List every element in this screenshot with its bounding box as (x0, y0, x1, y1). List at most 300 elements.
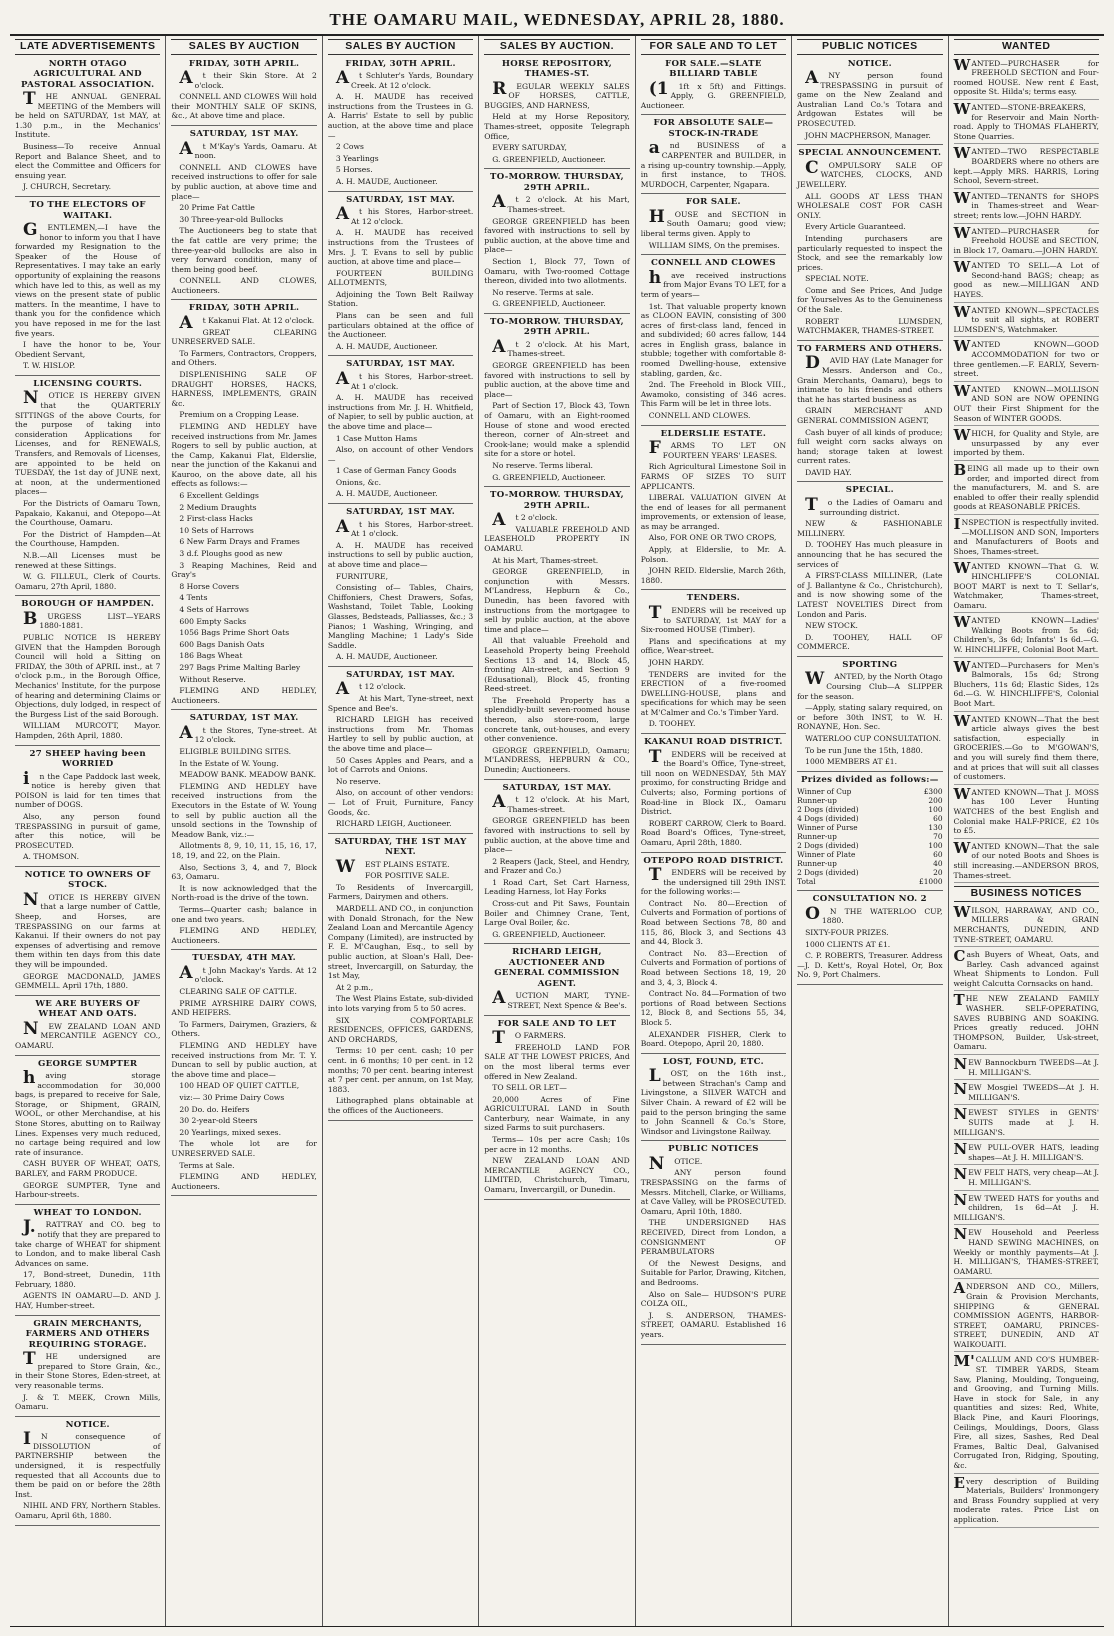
advertisement-text: Lithographed plans obtainable at the offices of the Auctioneers. (327, 1096, 474, 1115)
advertisement-text: Apply, at Elderslie, to Mr. A. Polson. (640, 545, 787, 564)
advertisement-text: GEORGE GREENFIELD has been favored with instructions to sell by public auction, at the above time and place— (484, 216, 630, 255)
divider (15, 196, 160, 197)
advertisement-title: WHEAT TO LONDON. (33, 1207, 142, 1218)
prize-label: Winner of Plate (797, 850, 856, 860)
advertisement-text: having storage accommodation for 30,000 bags, is prepared to receive for Sale, Storage, or Shipment, GRAIN, WOOL, or other Merchandise, at his Stone Stores, abutting on to Railway Lines. Expenses very much reduced, no cartage being required and low rate of insurance. (15, 1068, 161, 1157)
advertisement-text: 20 Prime Fat Cattle (179, 203, 255, 213)
advertisement-text: THE undersigned are prepared to Store Grain, &c., in their Stone Stores, Eden-street, at very reasonable terms. (15, 1349, 161, 1390)
advertisement-body (327, 679, 474, 829)
advertisement-text: NEW STOCK. (805, 621, 858, 631)
divider (641, 114, 786, 115)
advertisement-text: At 2 o'clock. (492, 510, 558, 531)
advertisement-text: JOHN MACPHERSON, Manager. (805, 130, 931, 140)
advertisement-body (640, 1153, 787, 1340)
advertisement-text: 3 Reaping Machines, Reid and Gray's (171, 560, 317, 580)
divider (641, 1053, 786, 1054)
advertisement-text: —Apply, stating salary required, on or before 30th INST, to W. H. RONAYNE, Hon. Sec. (797, 703, 943, 732)
advertisement-text: EVERY SATURDAY, (492, 143, 567, 153)
advertisement-text: 186 Bags Wheat (179, 651, 243, 661)
column-7 (949, 36, 1104, 1626)
divider (797, 984, 942, 985)
advertisement-text: A. H. MAUDE has received instructions from the Trustees in G. A. Harris' Estate to sell by public auction, at the above time and place— (327, 92, 474, 140)
advertisement-text: 20,000 Acres of Fine AGRICULTURAL LAND in South Canterbury, near Waimate, in any sized Farms to suit purchasers. (484, 1094, 630, 1133)
divider (15, 1055, 160, 1056)
advertisement-body (327, 856, 474, 1116)
advertisement-title: SATURDAY, 1ST MAY. (346, 507, 455, 518)
prize-label: Total (797, 877, 816, 887)
advertisement-text: CONNELL AND CLOWES. (648, 411, 751, 421)
advertisement-text: The Freehold Property has a splendidly-built seven-roomed house thereon, also store-room, large concrete tank, out-houses, and every other convenience. (484, 695, 630, 744)
column-6 (792, 36, 948, 1626)
advertisement-text: A. H. MAUDE, Auctioneer. (335, 341, 438, 351)
advertisement-title: Prizes divided as follows:— (801, 774, 939, 785)
advertisement-text: Also, Sections 3, 4, and 7, Block 63, Oamaru. (171, 862, 317, 882)
advertisement-text: NOTICE IS HEREBY GIVEN that a large number of Cattle, Sheep, and Horses, are TRESPASSING on our farms at Kakanui. If their owners do not pay expenses of advertising and remove them within ten days from this date they will be impounded. (15, 889, 161, 970)
advertisement-title: TO FARMERS AND OTHERS. (797, 343, 943, 354)
advertisement-title: FOR SALE AND TO LET (497, 1018, 617, 1029)
business-notice: ANDERSON AND CO., Millers, Grain & Provision Merchants, SHIPPING & GENERAL COMMISSION AGENTS, HARBOR-STREET, OAMARU, PRINCES-STREET, DUNEDIN, AND AT WAIKOUAITI. (954, 1282, 1099, 1352)
advertisement-title: HORSE REPOSITORY, THAMES-ST. (501, 58, 613, 80)
advertisement-text: 30 2-year-old Steers (179, 1116, 258, 1126)
advertisement-text: NOTICE. (648, 1153, 703, 1174)
advertisement-text: NOTICE IS HEREBY GIVEN that the QUARTERLY SITTINGS of the above Courts, for the purpose of taking into consideration Applications for Licenses, and for RENEWALS, Transfers, and Removals of Licenses, are appointed to be held on TUESDAY, the 1st day of JUNE next, at noon, at the undermentioned places— (15, 388, 161, 497)
divider (15, 1416, 160, 1417)
advertisement-body (15, 388, 161, 591)
advertisement-title: ELDERSLIE ESTATE. (660, 428, 767, 439)
advertisement-text: RICHARD LEIGH, Auctioneer. (335, 819, 452, 829)
advertisement-text: MARDELL AND CO., in conjunction with Donald Stronach, for the New Zealand Loan and Mercantile Agency Company (Limited), are instructed by F. E. M'Caughan, Esq., to sell by public auction, at Sloan's Hall, Dee-street, Invercargill, on Saturday, the 1st May, (327, 904, 474, 981)
advertisement-text: I have the honor to be, Your Obedient Servant, (15, 340, 161, 359)
advertisement-text: DAVID HAY (Late Manager for Messrs. Anderson and Co., Grain Merchants, Oamaru), begs to intimate to his friends and others that he has started business as (797, 353, 943, 404)
advertisement-text: Plans and specifications at my office, Wear-street. (640, 636, 787, 656)
prize-amount: 40 (933, 859, 943, 869)
advertisement-text: CASH BUYER OF WHEAT, OATS, BARLEY, and FARM PRODUCE. (15, 1159, 161, 1179)
columns-container (10, 36, 1104, 1627)
divider (641, 1140, 786, 1141)
prize-label: Winner of Cup (797, 787, 852, 797)
advertisement (797, 59, 942, 141)
column-4 (479, 36, 635, 1626)
advertisement-text: GREAT CLEARING UNRESERVED SALE. (171, 327, 317, 347)
advertisement-text: At 2 p.m., (335, 982, 374, 992)
advertisement (484, 1019, 629, 1195)
advertisement-text: 17, Bond-street, Dunedin, 11th February, 1880. (15, 1270, 161, 1289)
business-notice: NEWEST STYLES in GENTS' SUITS made at J. H. MILLIGAN'S. (954, 1108, 1099, 1140)
advertisement (641, 856, 786, 1049)
advertisement-text: Contract No. 83—Erection of Culverts and Formation of portions of Road between Sections 18, 19, 20 and 3, 4, 3, Block 4. (640, 948, 787, 987)
advertisement-text: LOST, on the 16th inst., between Strachan's Camp and Livingstone, a SILVER WATCH and Silver Chain. A reward of £2 will be paid to the person bringing the same to John Scannell & Co.'s Store, Windsor and Livingstone Railway. (640, 1066, 787, 1136)
advertisement-body (640, 267, 787, 421)
advertisement-text: 2 Reapers (Jack, Steel, and Hendry, and Frazer and Co.) (484, 856, 630, 876)
wanted-advertisement: WANTED—STONE-BREAKERS, for Reservoir and Main North-road. Apply to THOMAS FLAHERTY, Stone Quarries. (954, 103, 1099, 144)
advertisement-text: At his Stores, Harbor-street. At 1 o'clock. (335, 516, 474, 539)
advertisement-body (15, 220, 161, 371)
advertisement-title: 27 SHEEP having been WORRIED (29, 748, 146, 770)
prize-row (797, 787, 942, 796)
advertisement-title: BOROUGH OF HAMPDEN. (21, 599, 155, 610)
advertisement-text: D. TOOHEY Has much pleasure in announcing that he has secured the services of (797, 540, 943, 569)
advertisement (484, 317, 629, 482)
advertisement (15, 999, 160, 1051)
masthead: THE OAMARU MAIL, WEDNESDAY, APRIL 28, 1880. (10, 4, 1104, 36)
advertisement-text: TO SELL OR LET— (492, 1083, 567, 1093)
prize-amount: 70 (933, 832, 943, 842)
advertisement-text: ALL GOODS AT LESS THAN WHOLESALE COST FOR CASH ONLY. (797, 191, 943, 220)
divider (797, 890, 942, 891)
advertisement-text: A. H. MAUDE has received instructions from the Trustees of Mrs. J. T. Evans to sell by public auction, at above time and place— (327, 228, 474, 267)
prize-amount: 60 (933, 850, 943, 860)
advertisement-text: WILLIAM SIMS, On the premises. (648, 240, 780, 250)
column-heading: FOR SALE AND TO LET (641, 39, 786, 55)
advertisement-text: FLEMING AND HEDLEY, Auctioneers. (171, 686, 317, 705)
prize-amount: 60 (933, 814, 943, 824)
advertisement-text: GENTLEMEN,—I have the honor to inform you that I have forwarded my Resignation to the Speaker of the House of Representatives. I may take an early opportunity of explaining the reasons which have led to this, as well as my views on the present state of public matters. In the meantime, I have to thank you for the confidence which you have reposed in me for the last five years. (15, 220, 161, 338)
advertisement-text: WATERLOO CUP CONSULTATION. (805, 733, 941, 743)
advertisement-text: Onions, &c. (335, 477, 382, 487)
advertisement-body (15, 1349, 161, 1412)
prize-label: Winner of Purse (797, 823, 858, 833)
advertisement-text: G. GREENFIELD, Auctioneer. (492, 299, 606, 309)
advertisement-text: No reserve. (335, 776, 381, 786)
advertisement-text: WILLIAM MURCOTT, Mayor. Hampden, 26th April, 1880. (15, 721, 161, 740)
advertisement-text: At John Mackay's Yards. At 12 o'clock. (179, 962, 317, 985)
prize-row (797, 805, 942, 814)
advertisement-title: RICHARD LEIGH, AUCTIONEER AND GENERAL COMMISSION AGENT. (494, 947, 620, 989)
divider (484, 1199, 629, 1200)
advertisement-text: Intending purchasers are particularly requested to inspect the Stock, and see the remarkably low prices. (797, 233, 943, 272)
advertisement-text: J. & T. MEEK, Crown Mills, Oamaru. (15, 1392, 161, 1412)
advertisement-body (327, 204, 474, 351)
advertisement (797, 775, 942, 887)
advertisement-text: DISPLENISHING SALE OF DRAUGHT HORSES, HACKS, HARNESS, IMPLEMENTS, GRAIN &c. (171, 369, 317, 408)
advertisement-text: FLEMING AND HEDLEY, Auctioneers. (171, 926, 317, 945)
advertisement-text: J. S. ANDERSON, THAMES-STREET, OAMARU. Established 16 years. (640, 1310, 787, 1339)
advertisement-text: 2nd. The Freehold in Block VIII., Awamoko, consisting of 346 acres. This Farm will be let in three lots. (640, 380, 787, 409)
advertisement-text: and BUSINESS of a CARPENTER and BUILDER, in a rising up-country township.—Apply, in first instance, to THOS. MURDOCH, Carpenter, Ngapara. (640, 138, 787, 189)
advertisement-text: 1000 CLIENTS AT £1. (805, 939, 891, 949)
advertisement-text: GEORGE SUMPTER, Tyne and Harbour-streets. (15, 1180, 161, 1200)
column-1 (10, 36, 166, 1626)
advertisement-text: 4 Tents (179, 593, 208, 603)
advertisement-title: CONSULTATION NO. 2 (812, 894, 927, 905)
advertisement-text: A. THOMSON. (23, 852, 79, 862)
advertisement-text: AGENTS IN OAMARU—D. AND J. HAY, Humber-street. (15, 1291, 161, 1311)
prize-amount: £1000 (919, 877, 943, 887)
prize-amount: 200 (928, 796, 943, 806)
advertisement-text: At his Mart, Tyne-street, next Spence and Bee's. (327, 693, 474, 713)
advertisement-title: GRAIN MERCHANTS, FARMERS AND OTHERS REQUIRING STORAGE. (25, 1318, 150, 1350)
prize-row (797, 868, 942, 877)
advertisement (15, 599, 160, 740)
advertisement-body (640, 438, 787, 585)
advertisement-text: 297 Bags Prime Malting Barley (179, 662, 301, 672)
advertisement-body (171, 962, 317, 1191)
advertisement-text: NIHIL AND FRY, Northern Stables. Oamaru, April 6th, 1880. (15, 1501, 161, 1520)
business-notices-heading: BUSINESS NOTICES (954, 886, 1099, 902)
wanted-advertisement: WANTED KNOWN—That the sale of our noted Boots and Shoes is still increasing.—ANDERSON BROS, Thames-street. (954, 842, 1099, 883)
advertisement-text: THE UNDERSIGNED HAS RECEIVED, Direct from London, a CONSIGNMENT OF PERAMBULATORS (640, 1218, 787, 1257)
wanted-advertisement: WANTED KNOWN—That the best article always gives the best satisfaction, especially in GROCERIES.—Go to M'GOWAN'S, and you will surely find them there, and at prices that will suit all classes of customers. (954, 715, 1099, 785)
advertisement-text: 2 Cows (335, 142, 364, 152)
advertisement-text: 30 Three-year-old Bullocks (179, 214, 284, 224)
advertisement-text: GEORGE GREENFIELD, Oamaru; M'LANDRESS, HEPBURN & CO., Dunedin; Auctioneers. (484, 745, 630, 775)
advertisement (641, 59, 786, 111)
advertisement-text: 50 Cases Apples and Pears, and a lot of Carrots and Onions. (327, 755, 474, 775)
advertisement-text: To be run June the 15th, 1880. (805, 745, 923, 755)
advertisement-text: Allotments 8, 9, 10, 11, 15, 16, 17, 18, 19, and 22, on the Plain. (171, 841, 317, 860)
advertisement-body (640, 206, 787, 250)
advertisement-text: D. TOOHEY. (648, 719, 696, 729)
advertisement-text: 20 Yearlings, mixed sexes. (179, 1127, 281, 1137)
divider (641, 254, 786, 255)
advertisement-text: (11ft x 5ft) and Fittings. Apply, G. GREENFIELD, Auctioneer. (640, 78, 787, 110)
advertisement-body (484, 988, 630, 1011)
advertisement-title: SATURDAY, 1ST MAY. (346, 194, 455, 205)
advertisement-title: TO-MORROW. THURSDAY, 29TH APRIL. (490, 316, 624, 338)
wanted-advertisement: WANTED—Purchasers for Men's Balmorals, 15s 6d; Strong Bluchers, 11s 6d; Elastic Sides, 12s 6d.—G. W. HINCHLIFFE'S, Colonial Boot Mart. (954, 661, 1099, 712)
business-notice: NEW Mosgiel TWEEDS—At J. H. MILLIGAN'S. (954, 1083, 1099, 1105)
advertisement-text: Adjoining the Town Belt Railway Station. (327, 289, 474, 309)
advertisement-text: GEORGE GREENFIELD, in conjunction with Messrs. M'Landress, Hepburn & Co., Dunedin, has been favored with instructions from the mortgagee to sell by public auction, at the above time and place— (484, 567, 630, 634)
advertisement-text: Also, any person found TRESPASSING in pursuit of game, after this notice, will be PROSECUTED. (15, 811, 161, 850)
advertisement-text: Cross-cut and Pit Saws, Fountain Boiler and Chimney Crane, Tent, Large Oval Boiler, &c. (484, 899, 630, 928)
advertisement-text: RICHARD LEIGH has received instructions from Mr. Thomas Hartley to sell by public auction, at the above time and place— (327, 715, 474, 753)
advertisement-text: At 12 o'clock. At his Mart, Thames-street. (492, 792, 630, 814)
divider (641, 425, 786, 426)
advertisement-text: The Auctioneers beg to state that the fat cattle are very prime; the three-year-old bullocks are also in very forward condition, many of them being good beef. (171, 226, 317, 274)
advertisement-text: FURNITURE, (335, 571, 389, 581)
advertisement-text: 4 Sets of Harrows (179, 605, 249, 614)
advertisement-text: J.RATTRAY and CO. beg to notify that they are prepared to take charge of WHEAT for shipment to London, and to make liberal Cash Advances on same. (15, 1217, 161, 1268)
advertisement (328, 670, 473, 829)
advertisement-body (171, 722, 317, 945)
prize-amount: 20 (933, 868, 943, 878)
wanted-advertisement: WANTED KNOWN—GOOD ACCOMMODATION for two or three gentlemen.—F. EARLY, Severn-street. (954, 340, 1099, 381)
advertisement-text: T. W. HISLOP. (23, 361, 76, 371)
wanted-advertisement: WANTED TO SELL—A Lot of Second-hand BAGS; cheap; as good as new.—MILLIGAN AND HAYES. (954, 261, 1099, 302)
advertisement (15, 870, 160, 991)
advertisement-body (171, 68, 317, 121)
wanted-advertisement: WANTED—PURCHASER for Freehold HOUSE and SECTION, in Block 17, Oamaru.—JOHN HARDY. (954, 227, 1099, 259)
advertisement-text: 2 First-class Hacks (179, 514, 253, 524)
advertisement-text: 1st. That valuable property known as CLOON EAVIN, consisting of 300 acres of first-class land, fenced in and subdivided; 60 acres fallow, 144 acres in English grass, balance in stubble; together with comfortable 8-roomed Dwelling-house, extensive stabling, garden, &c. (640, 301, 787, 378)
advertisement-text: FLEMING AND HEDLEY, Auctioneers. (171, 1172, 317, 1191)
divider (484, 168, 629, 169)
divider (15, 1525, 160, 1526)
divider (15, 595, 160, 596)
advertisement-text: JOHN HARDY. (648, 657, 704, 667)
divider (484, 779, 629, 780)
advertisement-text: 600 Empty Sacks (179, 616, 247, 626)
prize-label: 2 Dogs (divided) (797, 841, 859, 851)
advertisement-text: WANTED, by the North Otago Coursing Club—A SLIPPER for the season. (797, 669, 943, 701)
wanted-advertisement: WANTED KNOWN—Ladies' Walking Boots from 5s 6d; Children's, 3s 6d; Infants' 1s 6d.—G. W. HINCHLIFFE, Colonial Boot Mart. (954, 616, 1099, 657)
advertisement-title: SATURDAY, 1ST MAY. (189, 713, 299, 724)
divider (15, 1204, 160, 1205)
advertisement (15, 1420, 160, 1521)
prize-row (797, 877, 942, 886)
advertisement-title: TO-MORROW. THURSDAY, 29TH APRIL. (490, 490, 624, 511)
advertisement-text: Cash buyer of all kinds of produce; full weight corn sacks always on hand; storage taken at lowest current rates. (797, 427, 943, 466)
advertisement-text: A. H. MAUDE, Auctioneer. (335, 177, 438, 187)
advertisement-text: 5 Horses. (335, 165, 373, 175)
advertisement-text: At Kakanui Flat. At 12 o'clock. (179, 312, 315, 333)
advertisement-body (640, 602, 787, 729)
advertisement-text: To Residents of Invercargill, Farmers, Dairymen and others. (327, 882, 474, 902)
advertisement-text: Section 1, Block 77, Town of Oamaru, with Two-roomed Cottage thereon, divided into two allotments. (484, 256, 630, 286)
advertisement-text: Consisting of— Tables, Chairs, Chiffoniers, Chest Drawers, Sofas, Washstand, Toilet Table, Looking Glasses, Bedsteads, Palliasses, &c.; 3 Pianos; 1 Washing, Wringing, and Mangling Machine; 1 Lady's Side Saddle. (327, 583, 474, 650)
advertisement (797, 660, 942, 767)
divider (171, 125, 316, 126)
advertisement (484, 490, 629, 774)
advertisement-text: 6 Excellent Geldings (179, 491, 259, 501)
advertisement-text: FLEMING AND HEDLEY have received instructions from the Executors in the Estate of W. Young to sell by public auction all the unsold sections in the Township of Meadow Bank, viz.:— (171, 781, 317, 839)
advertisement-text: 1 Case Mutton Hams (335, 433, 418, 443)
advertisement-text: To Farmers, Dairymen, Graziers, & Others. (171, 1019, 317, 1039)
advertisement-text: WEST PLAINS ESTATE. (335, 856, 450, 877)
advertisement-text: FOR POSITIVE SALE. (364, 871, 450, 881)
divider (797, 144, 942, 145)
advertisement-text: LIBERAL VALUATION GIVEN At the end of leases for all permanent improvements, or extension of lease, as may be arranged. (640, 493, 787, 531)
divider (171, 1195, 316, 1196)
advertisement-text: Also on Sale— HUDSON'S PURE COLZA OIL, (640, 1289, 787, 1309)
advertisement-body (15, 608, 161, 741)
prize-label: 2 Dogs (divided) (797, 805, 859, 815)
divider (484, 486, 629, 487)
advertisement-title: SATURDAY, 1ST MAY. (502, 782, 612, 793)
advertisement-text: Also, on account of other Vendors— (327, 445, 474, 464)
advertisement-body (15, 889, 161, 991)
advertisement-title: PUBLIC NOTICES (668, 1144, 759, 1155)
divider (15, 866, 160, 867)
advertisement-title: NOTICE TO OWNERS OF STOCK. (24, 869, 151, 891)
advertisement-text: 3 d.f. Ploughs good as new (179, 549, 283, 559)
advertisement-text: Without Reserve. (179, 674, 246, 684)
wanted-advertisement: INSPECTION is respectfully invited.—MOLLISON AND SON, Importers and Manufacturers of Boots and Shoes, Thames-street. (954, 518, 1099, 559)
advertisement-text: 3 Yearlings (335, 153, 379, 163)
advertisement-text: All that valuable Freehold and Leasehold Property being Freehold Sections 13 and 14, Block 45, fronting Aln-street, and Section 9 (Edusational), Block 45, fronting Reed-street. (484, 636, 630, 694)
prize-label: Runner-up (797, 859, 837, 869)
advertisement-text: viz:— 30 Prime Dairy Cows (179, 1092, 285, 1102)
business-notice: NEW Bannockburn TWEEDS—At J. H. MILLIGAN'S. (954, 1058, 1099, 1080)
divider (484, 313, 629, 314)
advertisement-text: FOURTEEN BUILDING ALLOTMENTS, (327, 268, 474, 288)
advertisement-text: A. H. MAUDE, Auctioneer. (335, 489, 438, 499)
advertisement-text: At Schluter's Yards, Boundary Creek. At 12 o'clock. (335, 68, 474, 90)
advertisement-text: 600 Bags Danish Oats (179, 639, 265, 649)
advertisement-text: No reserve. Terms at sale. (492, 287, 594, 297)
advertisement-text: Terms—Quarter cash; balance in one and two years. (171, 904, 317, 924)
advertisement-text: Also, on account of other vendors:— Lot of Fruit, Furniture, Fancy Goods, &c. (327, 788, 474, 817)
advertisement-text: PRIME AYRSHIRE DAIRY COWS, AND HEIFERS. (171, 998, 317, 1018)
advertisement-title: NORTH OTAGO AGRICULTURAL AND PASTORAL ASSOCIATION. (21, 58, 155, 90)
advertisement-text: GEORGE GREENFIELD has been favored with instructions to sell by public auction, at the above time and place— (484, 816, 630, 855)
advertisement-text: 8 Horse Covers (179, 581, 239, 591)
advertisement (797, 148, 942, 336)
advertisement-text: W. G. FILLEUL, Clerk of Courts. Oamaru, 27th April, 1880. (15, 572, 161, 591)
advertisement-text: 1 Road Cart, Set Cart Harness, Leading Harness, lot Hay Forks (484, 877, 630, 897)
advertisement-text: G. GREENFIELD, Auctioneer. (492, 472, 606, 482)
advertisement-text: AUCTION MART, TYNE-STREET, Next Spence & Bee's. (492, 988, 630, 1011)
advertisement-text: PUBLIC NOTICE IS HEREBY GIVEN that the Hampden Borough Council will hold a Sitting on FRIDAY, the 30th of APRIL inst., at 7 o'clock p.m., in the Borough Office, Mechanics' Institute, for the purpose of hearing and determining Claims or Objections, duly lodged, in respect of the Burgess List of the said Borough. (15, 633, 161, 719)
advertisement (15, 200, 160, 371)
advertisement-text: FLEMING AND HEDLEY have received instructions from Mr. James Rogers to sell by public auction, at the Camp, Kakanui Flat, Elderslie, near the junction of the Kakanui and Kauroo, on the above date, all his effects as follows:— (171, 421, 317, 489)
advertisement-text: MEADOW BANK. MEADOW BANK. (179, 770, 317, 780)
advertisement-text: FREEHOLD LAND FOR SALE AT THE LOWEST PRICES, And on the most liberal terms ever offered in New Zealand. (484, 1042, 630, 1081)
advertisement-text: IN consequence of DISSOLUTION of PARTNERSHIP between the undersigned, it is respectfully requested that all Accounts due to them be paid on or before the 28th Inst. (15, 1429, 161, 1499)
divider (15, 1315, 160, 1316)
advertisement-body (15, 89, 161, 192)
advertisement (641, 429, 786, 586)
advertisement (15, 749, 160, 862)
advertisement-title: SATURDAY, 1ST MAY. (189, 129, 299, 140)
advertisement-text: Also, FOR ONE OR TWO CROPS, (648, 533, 777, 543)
advertisement-text: ANY person found TRESPASSING in pursuit of game on the New Zealand and Australian Land Co.'s Totara and Ardgowan Estates will be PROSECUTED. (797, 68, 943, 129)
advertisement-text: N.B.—All Licenses must be renewed at these Sittings. (15, 550, 161, 570)
advertisement-title: NOTICE. (847, 58, 892, 69)
prize-amount: £300 (923, 787, 943, 797)
advertisement-title: FRIDAY, 30TH APRIL. (188, 58, 300, 69)
advertisement-body (640, 746, 787, 848)
divider (328, 666, 473, 667)
column-heading: WANTED (954, 39, 1099, 55)
advertisement-title: GEORGE SUMPTER (38, 1058, 138, 1069)
advertisement-text: TENDERS will be received at the Board's Office, Tyne-street, till noon on WEDNESDAY, 5th MAY proximo, for constructing Bridge and Culverts; also, Forming portions of Road-line in Block IX., Oamaru District. (640, 746, 787, 817)
advertisement-text: For the Districts of Oamaru Town, Papakaio, Kakanui, and Otepopo—At the Courthouse, Oamaru. (15, 498, 161, 528)
business-notice: NEW FELT HATS, very cheap—At J. H. MILLIGAN'S. (954, 1168, 1099, 1190)
business-notice: Every description of Building Materials, Builders' Ironmongery and Brass Foundry supplied at very moderate rates. Price List on application. (954, 1477, 1099, 1528)
advertisement-title: TO-MORROW. THURSDAY, 29TH APRIL. (490, 172, 624, 193)
column-heading: SALES BY AUCTION (328, 39, 473, 55)
advertisement (484, 172, 629, 309)
advertisement-body (797, 787, 942, 886)
advertisement-text: 1 Case of German Fancy Goods (335, 466, 457, 476)
advertisement-text: At their Skin Store. At 2 o'clock. (179, 68, 317, 90)
wanted-advertisement: BEING all made up to their own order, and imported direct from the manufacturers, M. and S. are enabled to offer their really splendid goods at REASONABLE PRICES. (954, 464, 1099, 515)
advertisement-title: TO THE ELECTORS OF WAITAKI. (29, 200, 146, 221)
advertisement-body (327, 516, 474, 662)
advertisement-text: To the Ladies of Oamaru and surrounding district. (805, 494, 943, 517)
advertisement (15, 59, 160, 192)
wanted-advertisement: WANTED KNOWN—That J. MOSS has 100 Lever Hunting WATCHES of the best English and Colonial make HALF-PRICE, £2 10s to £5. (954, 788, 1099, 839)
advertisement-body (327, 68, 474, 187)
advertisement-body (484, 1028, 630, 1195)
prize-amount: 100 (928, 841, 943, 851)
prize-amount: 130 (928, 823, 943, 833)
advertisement (797, 894, 942, 980)
advertisement-text: CONNELL AND CLOWES, Auctioneers. (171, 276, 317, 295)
advertisement (171, 129, 316, 295)
column-3 (323, 36, 479, 1626)
prize-row (797, 796, 942, 805)
advertisement-body (797, 157, 943, 336)
column-heading: PUBLIC NOTICES (797, 39, 942, 55)
divider (641, 852, 786, 853)
advertisement-body (797, 68, 943, 140)
advertisement-text: ELIGIBLE BUILDING SITES. (179, 747, 292, 757)
advertisement-text: G. GREENFIELD, Auctioneer. (492, 154, 606, 164)
business-notice: WILSON, HARRAWAY, AND CO., MILLERS & GRAIN MERCHANTS, DUNEDIN, AND TYNE-STREET, OAMARU. (954, 906, 1099, 947)
advertisement-text: D. TOOHEY, HALL OF COMMERCE. (797, 632, 943, 652)
divider (328, 833, 473, 834)
prize-row (797, 832, 942, 841)
advertisement-text: A FIRST-CLASS MILLINER, (Late of J. Ballantyne & Co., Christchurch), and is now showing some of the LATEST NOVELTIES Direct from London and Paris. (797, 571, 943, 619)
advertisement-body (640, 865, 787, 1049)
advertisement (328, 195, 473, 352)
advertisement-text: ROBERT LUMSDEN, WATCHMAKER, THAMES-STREET. (797, 316, 943, 336)
advertisement (797, 344, 942, 478)
advertisement-text: At his Stores, Harbor-street. At 12 o'clock. (335, 204, 474, 226)
